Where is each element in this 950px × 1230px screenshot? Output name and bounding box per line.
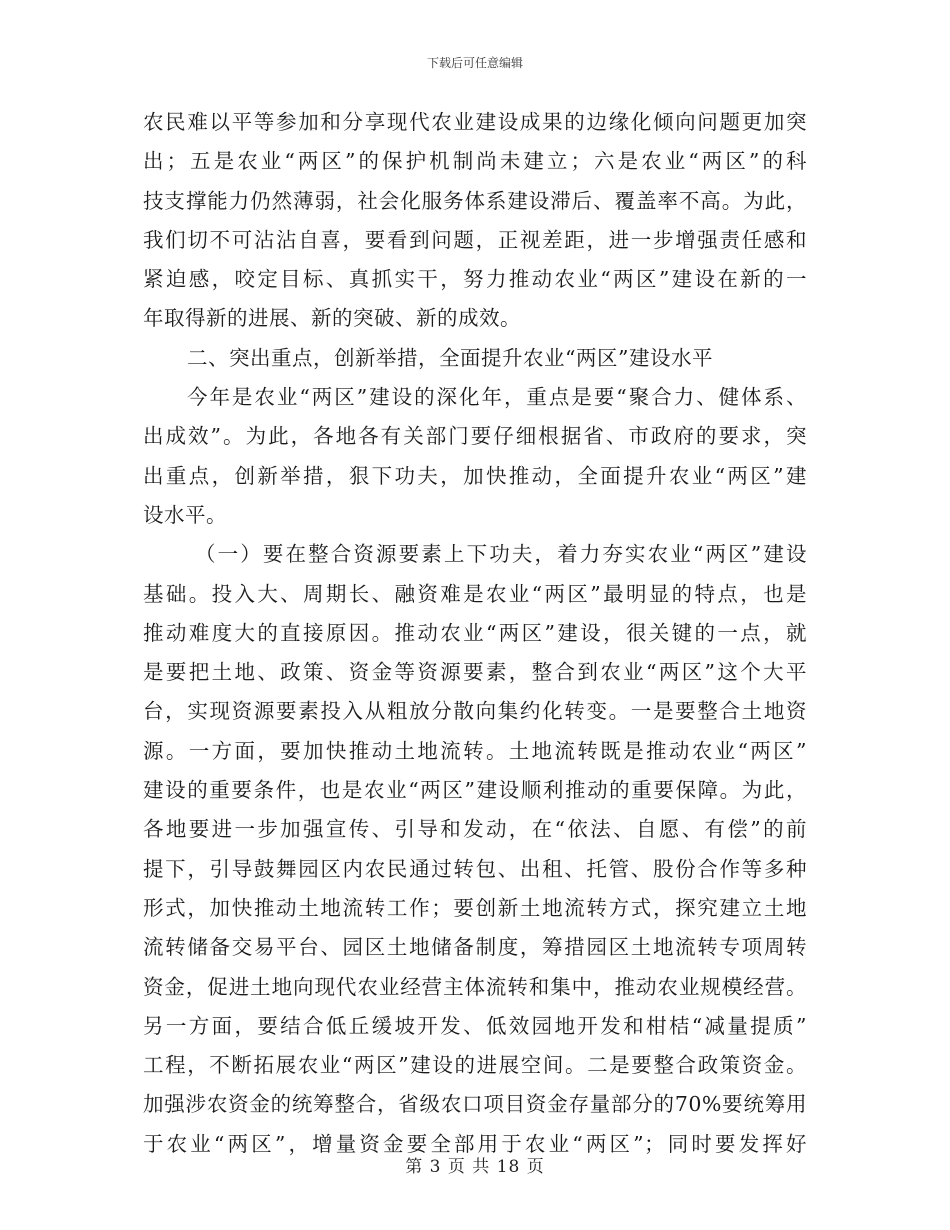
text-line: 我们切不可沾沾自喜，要看到问题，正视差距，进一步增强责任感和 [143, 227, 807, 252]
text-line: 出重点，创新举措，狠下功夫，加快推动，全面提升农业“两区”建 [143, 463, 807, 488]
text-line: 于农业“两区”，增量资金要全部用于农业“两区”；同时要发挥好 [143, 1131, 807, 1156]
text-line: 设水平。 [143, 502, 227, 527]
text-line: 台，实现资源要素投入从粗放分散向集约化转变。一是要整合土地资 [143, 699, 807, 724]
text-line: 工程，不断拓展农业“两区”建设的进展空间。二是要整合政策资金。 [143, 1053, 807, 1078]
text-line: 源。一方面，要加快推动土地流转。土地流转既是推动农业“两区” [143, 738, 807, 763]
text-line: 出；五是农业“两区”的保护机制尚未建立；六是农业“两区”的科 [143, 149, 807, 174]
text-line: 加强涉农资金的统筹整合，省级农口项目资金存量部分的70%要统筹用 [143, 1092, 807, 1117]
text-line: 形式，加快推动土地流转工作；要创新土地流转方式，探究建立土地 [143, 895, 807, 920]
text-line: 农民难以平等参加和分享现代农业建设成果的边缘化倾向问题更加突 [143, 110, 807, 134]
text-line: 各地要进一步加强宣传、引导和发动，在“依法、自愿、有偿”的前 [143, 817, 807, 842]
text-line: 年取得新的进展、新的突破、新的成效。 [143, 306, 521, 331]
text-line: 是要把土地、政策、资金等资源要素，整合到农业“两区”这个大平 [143, 660, 807, 685]
text-line: 资金，促进土地向现代农业经营主体流转和集中，推动农业规模经营。 [143, 974, 807, 999]
page-header: 下载后可任意编辑 [426, 56, 523, 70]
text-line: 推动难度大的直接原因。推动农业“两区”建设，很关键的一点，就 [143, 620, 807, 645]
text-line: 另一方面，要结合低丘缓坡开发、低效园地开发和柑桔“减量提质” [143, 1013, 807, 1038]
text-line: 今年是农业“两区”建设的深化年，重点是要“聚合力、健体系、 [187, 385, 807, 410]
text-line: 基础。投入大、周期长、融资难是农业“两区”最明显的特点，也是 [143, 581, 807, 606]
text-line: 出成效”。为此，各地各有关部门要仔细根据省、市政府的要求，突 [143, 424, 807, 449]
text-line: 建设的重要条件，也是农业“两区”建设顺利推动的重要保障。为此， [143, 778, 807, 803]
page-number: 第 3 页 共 18 页 [405, 1157, 545, 1177]
text-line: 提下，引导鼓舞园区内农民通过转包、出租、托管、股份合作等多种 [143, 856, 807, 881]
section-heading: 二、突出重点，创新举措，全面提升农业“两区”建设水平 [187, 345, 713, 370]
text-line: 紧迫感，咬定目标、真抓实干，努力推动农业“两区”建设在新的一 [143, 267, 807, 292]
text-line: 技支撑能力仍然薄弱，社会化服务体系建设滞后、覆盖率不高。为此， [143, 188, 807, 213]
document-body [143, 103, 807, 1164]
text-line: 流转储备交易平台、园区土地储备制度，筹措园区土地流转专项周转 [143, 935, 807, 960]
subsection-heading: （一）要在整合资源要素上下功夫，着力夯实农业“两区”建设 [195, 542, 807, 567]
